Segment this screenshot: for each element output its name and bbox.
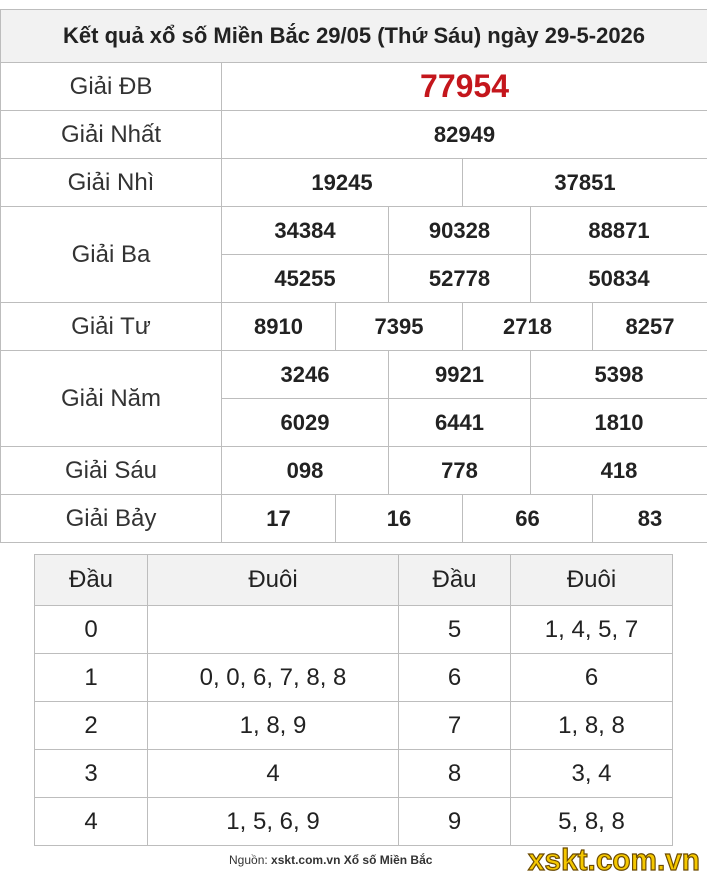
source-site-link[interactable]: xskt.com.vn Xổ số Miền Bắc [271, 853, 433, 867]
prize-number: 17 [222, 495, 336, 543]
loto-duoi: 6 [511, 654, 673, 702]
prize-number: 9921 [389, 351, 531, 399]
loto-duoi: 1, 8, 8 [511, 702, 673, 750]
loto-row [35, 654, 673, 702]
prize-number: 37851 [463, 159, 707, 207]
loto-dau: 3 [35, 750, 148, 798]
loto-header-dau: Đầu [35, 555, 148, 606]
loto-dau: 0 [35, 606, 148, 654]
loto-dau: 5 [399, 606, 511, 654]
prize-row-ba [1, 207, 707, 255]
prize-row-tu [1, 303, 707, 351]
prize-number: 1810 [531, 399, 707, 447]
loto-duoi: 0, 0, 6, 7, 8, 8 [148, 654, 399, 702]
prize-number: 83 [593, 495, 707, 543]
prize-label-nhat: Giải Nhất [1, 111, 222, 159]
loto-dau: 4 [35, 798, 148, 846]
prize-row-bay [1, 495, 707, 543]
loto-duoi: 1, 5, 6, 9 [148, 798, 399, 846]
loto-row [35, 606, 673, 654]
prize-number: 19245 [222, 159, 463, 207]
loto-header-duoi: Đuôi [148, 555, 399, 606]
prize-number: 16 [336, 495, 463, 543]
prize-number: 6441 [389, 399, 531, 447]
prize-number: 7395 [336, 303, 463, 351]
prize-row-nhat [1, 111, 707, 159]
prize-number: 778 [389, 447, 531, 495]
special-prize-number: 77954 [222, 63, 707, 111]
loto-header-duoi: Đuôi [511, 555, 673, 606]
prize-row-sau [1, 447, 707, 495]
prize-number: 418 [531, 447, 707, 495]
loto-duoi: 3, 4 [511, 750, 673, 798]
loto-duoi: 5, 8, 8 [511, 798, 673, 846]
prize-number: 8257 [593, 303, 707, 351]
prize-number: 88871 [531, 207, 707, 255]
prize-row-nam [1, 351, 707, 399]
loto-duoi: 1, 4, 5, 7 [511, 606, 673, 654]
prize-number: 52778 [389, 255, 531, 303]
prize-number: 34384 [222, 207, 389, 255]
logo-text: xskt.com.vn [528, 842, 700, 877]
prize-label-ba: Giải Ba [1, 207, 222, 303]
source-label: Nguồn: [229, 853, 268, 867]
loto-dau: 1 [35, 654, 148, 702]
prize-number: 3246 [222, 351, 389, 399]
prize-number: 45255 [222, 255, 389, 303]
title-row [1, 10, 707, 63]
prize-number: 90328 [389, 207, 531, 255]
loto-table [34, 554, 673, 846]
source-credit [229, 853, 432, 867]
loto-duoi: 4 [148, 750, 399, 798]
prize-label-sau: Giải Sáu [1, 447, 222, 495]
prize-number: 66 [463, 495, 593, 543]
loto-dau: 7 [399, 702, 511, 750]
prize-label-nam: Giải Năm [1, 351, 222, 447]
loto-dau: 9 [399, 798, 511, 846]
prize-label-bay: Giải Bảy [1, 495, 222, 543]
prize-number: 82949 [222, 111, 707, 159]
prize-number: 2718 [463, 303, 593, 351]
prize-number: 50834 [531, 255, 707, 303]
loto-dau: 8 [399, 750, 511, 798]
loto-header-row [35, 555, 673, 606]
prize-number: 8910 [222, 303, 336, 351]
loto-header-dau: Đầu [399, 555, 511, 606]
prize-row-nhi [1, 159, 707, 207]
prize-label-tu: Giải Tư [1, 303, 222, 351]
prize-label-db: Giải ĐB [1, 63, 222, 111]
loto-row [35, 750, 673, 798]
loto-row [35, 702, 673, 750]
loto-row [35, 798, 673, 846]
prize-number: 6029 [222, 399, 389, 447]
prize-row-db [1, 63, 707, 111]
prize-number: 098 [222, 447, 389, 495]
loto-dau: 2 [35, 702, 148, 750]
loto-duoi [148, 606, 399, 654]
page-title: Kết quả xổ số Miền Bắc 29/05 (Thứ Sáu) ngày 29-5-2026 [1, 10, 707, 63]
xskt-logo[interactable] [524, 841, 704, 877]
results-table [0, 9, 707, 543]
loto-duoi: 1, 8, 9 [148, 702, 399, 750]
prize-label-nhi: Giải Nhì [1, 159, 222, 207]
prize-number: 5398 [531, 351, 707, 399]
loto-dau: 6 [399, 654, 511, 702]
